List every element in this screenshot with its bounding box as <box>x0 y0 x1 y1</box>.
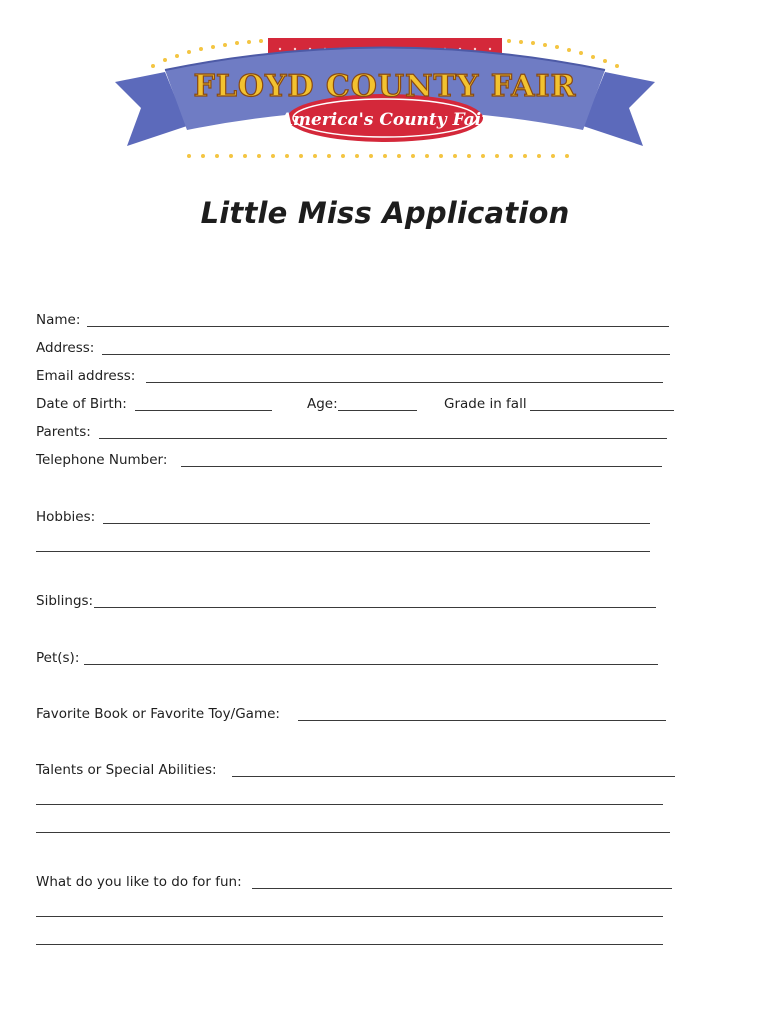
age-row <box>307 394 338 414</box>
fun-field-line-2[interactable] <box>36 916 663 917</box>
name-field[interactable] <box>87 326 669 327</box>
telephone-field[interactable] <box>181 466 662 467</box>
fun-label: What do you like to do for fun: <box>36 874 242 890</box>
siblings-label: Siblings: <box>36 593 94 609</box>
dob-row <box>36 394 127 414</box>
address-label: Address: <box>36 340 95 356</box>
favorite-row <box>36 704 280 724</box>
age-field[interactable] <box>338 410 417 411</box>
logo-sub-text: America's County Fair <box>279 110 491 130</box>
parents-field[interactable] <box>99 438 667 439</box>
name-label: Name: <box>36 312 81 328</box>
page-title: Little Miss Application <box>200 196 570 230</box>
fun-row <box>36 872 242 892</box>
pets-label: Pet(s): <box>36 650 80 666</box>
grade-label: Grade in fall <box>444 396 527 412</box>
hobbies-label: Hobbies: <box>36 509 96 525</box>
name-row <box>36 310 80 330</box>
hobbies-row <box>36 507 95 527</box>
dob-field[interactable] <box>135 410 272 411</box>
fun-field[interactable] <box>252 888 672 889</box>
email-row <box>36 366 135 386</box>
telephone-row <box>36 450 167 470</box>
favorite-label: Favorite Book or Favorite Toy/Game: <box>36 706 280 722</box>
talents-field-line-2[interactable] <box>36 804 663 805</box>
talents-label: Talents or Special Abilities: <box>36 762 217 778</box>
talents-field[interactable] <box>232 776 675 777</box>
talents-row <box>36 760 217 780</box>
email-label: Email address: <box>36 368 136 384</box>
talents-field-line-3[interactable] <box>36 832 670 833</box>
address-field[interactable] <box>102 354 670 355</box>
siblings-row <box>36 591 93 611</box>
fun-field-line-3[interactable] <box>36 944 663 945</box>
grade-row <box>444 394 527 414</box>
fair-logo <box>105 30 665 170</box>
dob-label: Date of Birth: <box>36 396 127 412</box>
hobbies-field-line-2[interactable] <box>36 551 650 552</box>
parents-label: Parents: <box>36 424 91 440</box>
email-field[interactable] <box>146 382 663 383</box>
telephone-label: Telephone Number: <box>36 452 168 468</box>
hobbies-field[interactable] <box>103 523 650 524</box>
age-label: Age: <box>307 396 338 412</box>
siblings-field[interactable] <box>94 607 656 608</box>
address-row <box>36 338 94 358</box>
parents-row <box>36 422 91 442</box>
favorite-field[interactable] <box>298 720 666 721</box>
pets-field[interactable] <box>84 664 658 665</box>
logo-main-text: FLOYD COUNTY FAIR <box>193 69 577 104</box>
grade-field[interactable] <box>530 410 674 411</box>
pets-row <box>36 648 79 668</box>
